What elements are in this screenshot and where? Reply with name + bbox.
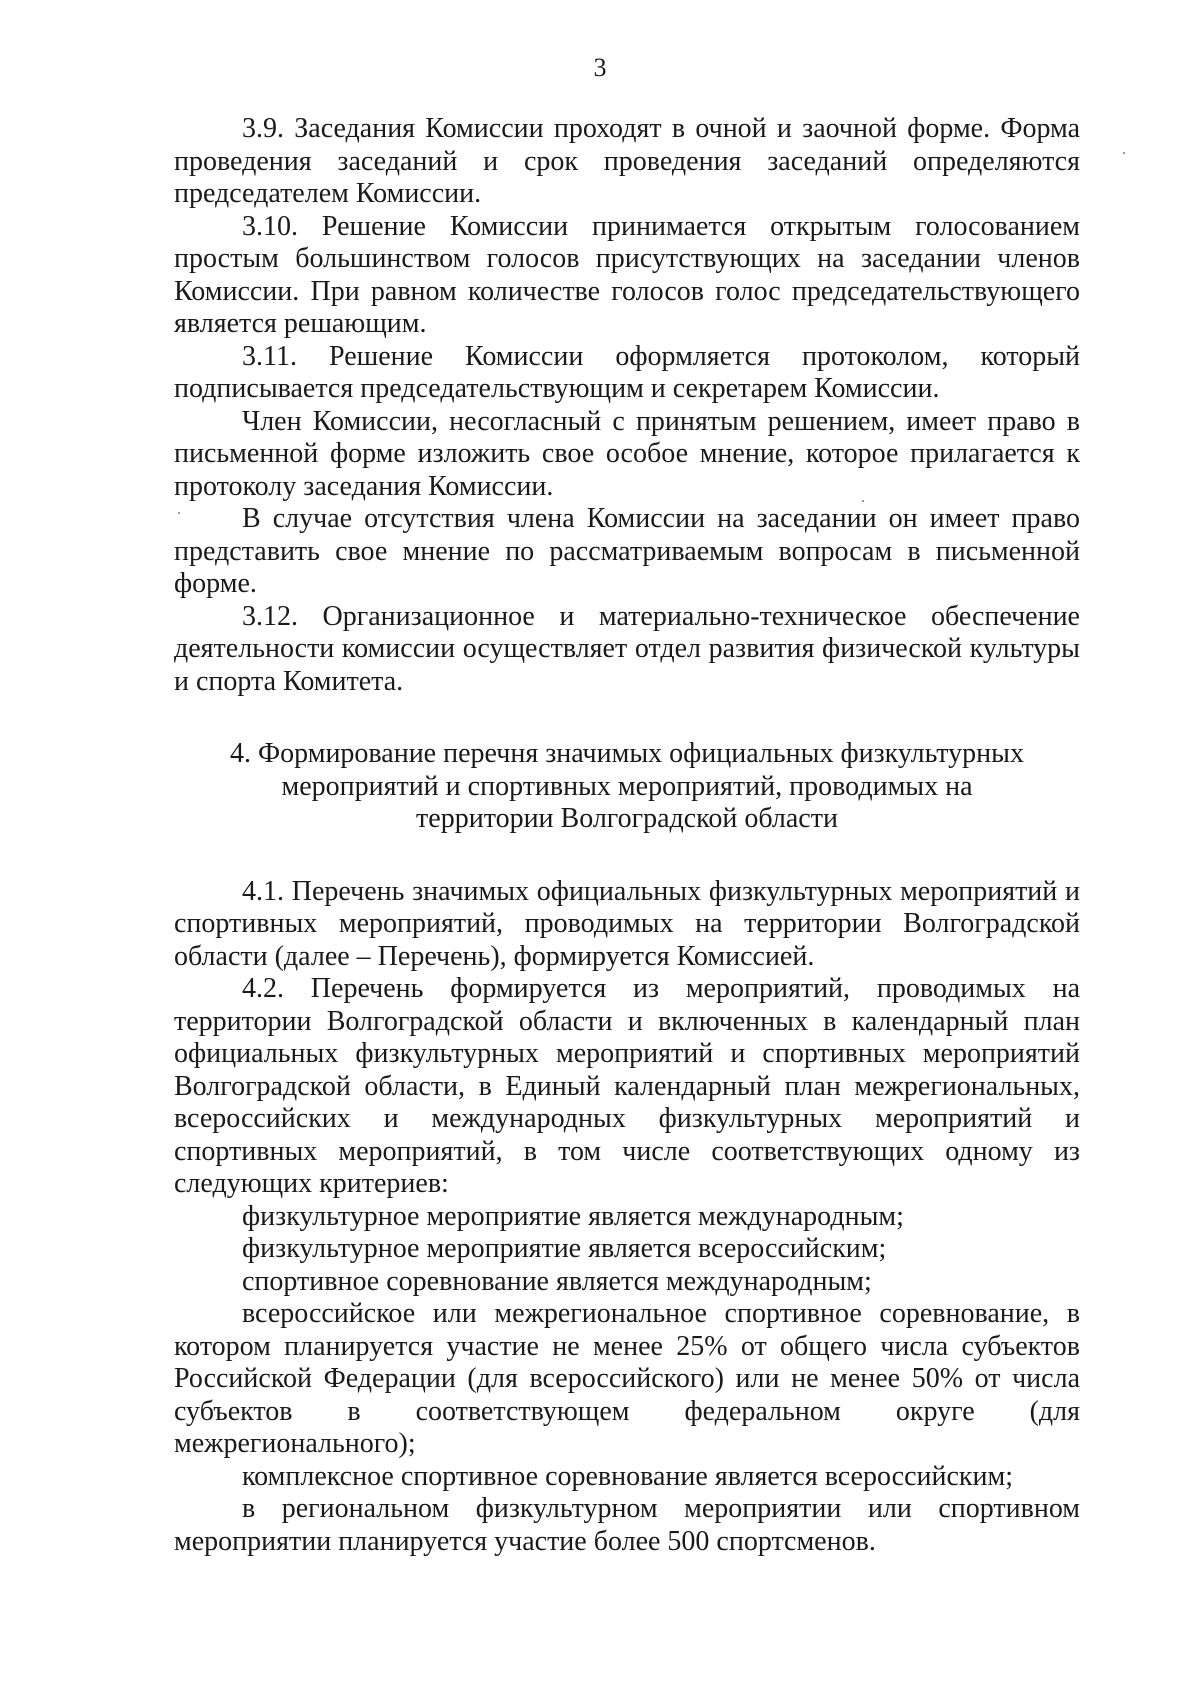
paragraph-4-2: 4.2. Перечень формируется из мероприятий, проводимых на территории Волгоградской области и включенных в календарный план официальных физкультурных мероприятий и спортивных мероприятий Волгоградской области, в Единый календарный план межрегиональных, всероссийских и международных физкультурных мероприятий и спортивных мероприятий, в том числе соответствующих одному из следующих критериев: xyxy=(174,973,1080,1199)
section-4-heading-line-2: мероприятий и спортивных мероприятий, проводимых на xyxy=(281,770,973,802)
scan-speck xyxy=(862,500,864,502)
criterion-item: физкультурное мероприятие является международным; xyxy=(242,1200,904,1232)
criterion-item: всероссийское или межрегиональное спортивное соревнование, в котором планируется участие не менее 25% от общего числа субъектов Российской Федерации (для всероссийского) или не менее 50% от числа субъектов в соответствующем федеральном округе (для межрегионального); xyxy=(174,1298,1080,1459)
scan-speck xyxy=(178,512,180,514)
document-body xyxy=(174,113,1080,1558)
paragraph-4-1: 4.1. Перечень значимых официальных физкультурных мероприятий и спортивных мероприятий, проводимых на территории Волгоградской области (далее – Перечень), формируется Комиссией. xyxy=(174,875,1080,972)
section-4-heading xyxy=(174,738,1080,836)
paragraph-3-10: 3.10. Решение Комиссии принимается открытым голосованием простым большинством голосов присутствующих на заседании членов Комиссии. При равном количестве голосов голос председательствующего является решающим. xyxy=(174,210,1080,339)
criterion-item: спортивное соревнование является международным; xyxy=(242,1265,872,1297)
section-4-heading-line-3: территории Волгоградской области xyxy=(416,803,838,834)
paragraph-dissent: Член Комиссии, несогласный с принятым решением, имеет право в письменной форме изложить свое особое мнение, которое прилагается к протоколу заседания Комиссии. xyxy=(174,405,1080,502)
criterion-item: в региональном физкультурном мероприятии или спортивном мероприятии планируется участие более 500 спортсменов. xyxy=(174,1493,1080,1557)
paragraph-3-11: 3.11. Решение Комиссии оформляется протоколом, который подписывается председательствующим и секретарем Комиссии. xyxy=(174,340,1080,404)
section-4-heading-line-1: 4. Формирование перечня значимых официальных физкультурных xyxy=(230,738,1024,769)
paragraph-3-9: 3.9. Заседания Комиссии проходят в очной и заочной форме. Форма проведения заседаний и срок проведения заседаний определяются председателем Комиссии. xyxy=(174,113,1080,209)
scan-speck xyxy=(1123,152,1125,154)
criterion-item: физкультурное мероприятие является всероссийским; xyxy=(242,1233,887,1264)
paragraph-absence: В случае отсутствия члена Комиссии на заседании он имеет право представить свое мнение по рассматриваемым вопросам в письменной форме. xyxy=(174,503,1080,599)
paragraph-3-12: 3.12. Организационное и материально-техническое обеспечение деятельности комиссии осуществляет отдел развития физической культуры и спорта Комитета. xyxy=(174,600,1080,697)
page-number: 3 xyxy=(593,53,607,82)
criterion-item: комплексное спортивное соревнование является всероссийским; xyxy=(242,1460,1013,1492)
